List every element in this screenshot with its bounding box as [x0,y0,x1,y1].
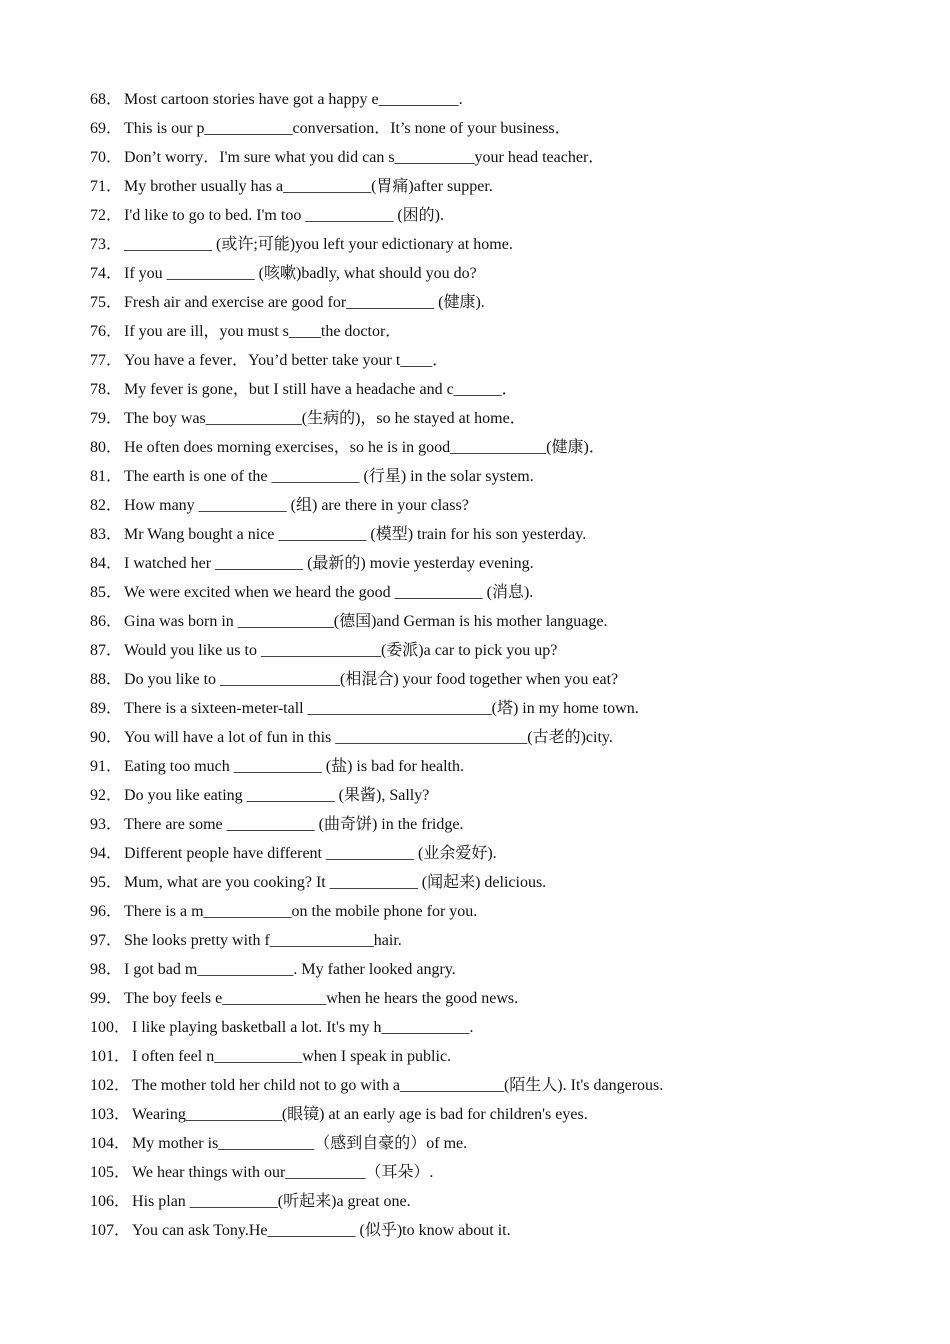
question-item [90,146,910,175]
question-number: 70． [90,149,123,166]
question-number: 82． [90,497,123,514]
question-number: 96． [90,903,123,920]
question-item [90,233,910,262]
question-item [90,987,910,1016]
question-number: 88． [90,671,123,688]
question-text: Mum, what are you cooking? It ___________ (闻起来) delicious. [124,874,547,891]
question-number: 77． [90,352,123,369]
question-text: ___________ (或许;可能)you left your edictionary at home. [124,236,513,253]
question-item [90,755,910,784]
question-text: Don’t worry．I'm sure what you did can s__________your head teacher． [124,149,605,166]
question-text: I often feel n___________when I speak in public. [132,1048,452,1065]
question-text: The boy feels e_____________when he hears the good news. [124,990,519,1007]
question-number: 104． [90,1135,131,1152]
question-item [90,668,910,697]
question-number: 103． [90,1106,131,1123]
question-text: If you are ill，you must s____the doctor． [124,323,402,340]
question-item [90,900,910,929]
question-text: You will have a lot of fun in this ________________________(古老的)city. [124,729,613,746]
question-item [90,1103,910,1132]
question-item [90,842,910,871]
question-text: He often does morning exercises，so he is in good____________(健康)． [124,439,605,456]
question-number: 99． [90,990,123,1007]
question-item [90,639,910,668]
question-number: 102． [90,1077,131,1094]
question-item [90,262,910,291]
question-number: 79． [90,410,123,427]
question-item [90,378,910,407]
question-text: You can ask Tony.He___________ (似乎)to know about it. [132,1222,511,1239]
question-number: 107． [90,1222,131,1239]
question-number: 84． [90,555,123,572]
question-text: She looks pretty with f_____________hair. [124,932,402,949]
question-item [90,1016,910,1045]
question-text: This is our p___________conversation．It’s none of your business． [124,120,571,137]
question-text: My fever is gone，but I still have a headache and c______． [124,381,518,398]
question-number: 80． [90,439,123,456]
question-text: Do you like eating ___________ (果酱), Sally? [124,787,430,804]
question-item [90,204,910,233]
question-text: There is a sixteen-meter-tall _______________________(塔) in my home town. [124,700,639,717]
question-number: 100． [90,1019,131,1036]
question-number: 89． [90,700,123,717]
question-number: 95． [90,874,123,891]
question-text: We were excited when we heard the good ___________ (消息). [124,584,534,601]
question-number: 92． [90,787,123,804]
question-number: 69． [90,120,123,137]
question-text: Would you like us to _______________(委派)a car to pick you up? [124,642,558,659]
question-item [90,784,910,813]
question-number: 71． [90,178,123,195]
question-item [90,929,910,958]
question-text: Different people have different ___________ (业余爱好). [124,845,497,862]
question-number: 83． [90,526,123,543]
question-item [90,610,910,639]
question-item [90,291,910,320]
question-number: 76． [90,323,123,340]
question-number: 75． [90,294,123,311]
question-text: Wearing____________(眼镜) at an early age is bad for children's eyes. [132,1106,588,1123]
question-number: 106． [90,1193,131,1210]
question-number: 90． [90,729,123,746]
question-number: 78． [90,381,123,398]
question-item [90,175,910,204]
question-text: You have a fever．You’d better take your t____． [124,352,449,369]
question-item [90,552,910,581]
question-item [90,407,910,436]
question-number: 101． [90,1048,131,1065]
question-item [90,349,910,378]
question-number: 98． [90,961,123,978]
question-text: Mr Wang bought a nice ___________ (模型) train for his son yesterday. [124,526,587,543]
question-item [90,1074,910,1103]
question-number: 97． [90,932,123,949]
question-text: Most cartoon stories have got a happy e__________. [124,91,463,108]
question-text: I'd like to go to bed. I'm too ___________ (困的). [124,207,444,224]
question-number: 91． [90,758,123,775]
question-number: 85． [90,584,123,601]
question-text: If you ___________ (咳嗽)badly, what should you do? [124,265,477,282]
question-text: I like playing basketball a lot. It's my h___________. [132,1019,474,1036]
question-text: Do you like to _______________(相混合) your food together when you eat? [124,671,619,688]
question-text: There are some ___________ (曲奇饼) in the fridge. [124,816,464,833]
question-item [90,494,910,523]
question-item [90,436,910,465]
question-item [90,117,910,146]
question-number: 94． [90,845,123,862]
question-text: I watched her ___________ (最新的) movie yesterday evening. [124,555,534,572]
question-text: His plan ___________(听起来)a great one. [132,1193,411,1210]
question-item [90,88,910,117]
question-text: I got bad m____________. My father looked angry. [124,961,456,978]
question-text: Eating too much ___________ (盐) is bad for health. [124,758,464,775]
question-text: The boy was____________(生病的)，so he stayed at home． [124,410,526,427]
question-text: The earth is one of the ___________ (行星) in the solar system. [124,468,534,485]
question-number: 73． [90,236,123,253]
question-text: The mother told her child not to go with a_____________(陌生人). It's dangerous. [132,1077,664,1094]
question-item [90,871,910,900]
question-text: Fresh air and exercise are good for___________ (健康). [124,294,485,311]
question-list [90,88,910,1248]
question-text: My brother usually has a___________(胃痛)after supper. [124,178,493,195]
question-number: 68． [90,91,123,108]
question-text: There is a m___________on the mobile phone for you. [124,903,478,920]
question-item [90,465,910,494]
question-text: How many ___________ (组) are there in your class? [124,497,469,514]
question-item [90,1190,910,1219]
question-number: 81． [90,468,123,485]
question-number: 105． [90,1164,131,1181]
question-number: 74． [90,265,123,282]
question-item [90,1161,910,1190]
question-item [90,1045,910,1074]
question-text: My mother is____________（感到自豪的）of me. [132,1135,468,1152]
question-item [90,813,910,842]
question-item [90,523,910,552]
question-item [90,726,910,755]
question-item [90,581,910,610]
question-text: We hear things with our__________（耳朵）. [132,1164,434,1181]
question-number: 93． [90,816,123,833]
question-item [90,1219,910,1248]
question-text: Gina was born in ____________(德国)and German is his mother language. [124,613,608,630]
question-item [90,697,910,726]
question-number: 87． [90,642,123,659]
question-item [90,1132,910,1161]
question-item [90,958,910,987]
question-number: 86． [90,613,123,630]
question-number: 72． [90,207,123,224]
question-item [90,320,910,349]
